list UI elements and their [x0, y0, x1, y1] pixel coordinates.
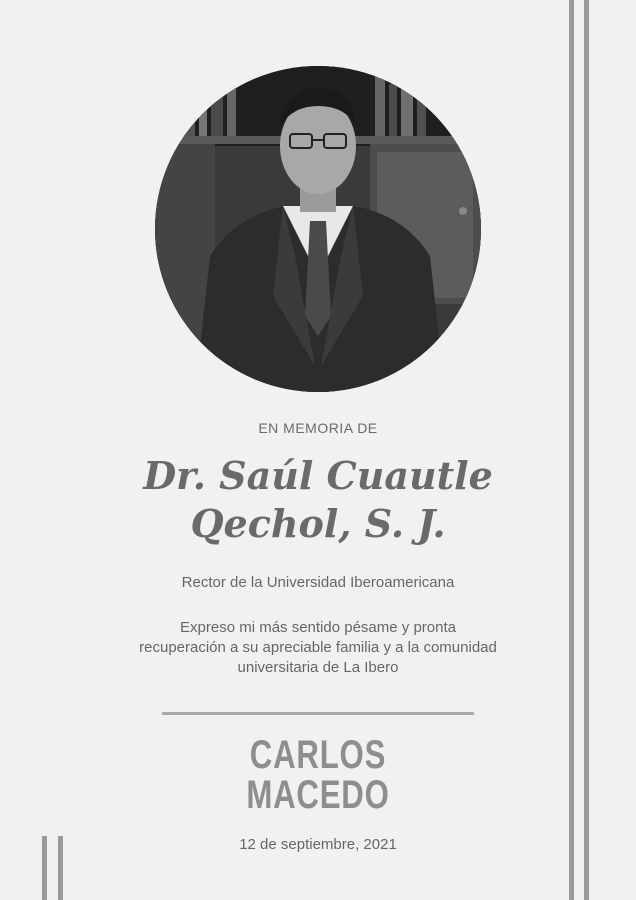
message-line-3: universitaria de La Ibero — [237, 659, 399, 676]
portrait-photo — [155, 66, 481, 392]
in-memory-of-label: EN MEMORIA DE — [258, 420, 378, 436]
decorative-bar-right-1 — [569, 0, 574, 900]
sender-name-line-1: CARLOS — [249, 733, 387, 777]
sender-name — [70, 735, 566, 815]
deceased-name-line-1: Dr. Saúl Cuautle — [143, 453, 493, 498]
condolence-message — [108, 618, 528, 678]
deceased-role: Rector de la Universidad Iberoamericana — [181, 574, 455, 591]
deceased-name-line-2: Qechol, S. J. — [190, 501, 446, 546]
portrait-photo-icon — [155, 66, 481, 392]
sender-name-line-2: MACEDO — [246, 773, 390, 817]
decorative-bar-right-2 — [584, 0, 589, 900]
deceased-name — [90, 452, 546, 548]
divider — [162, 712, 474, 715]
date-label: 12 de septiembre, 2021 — [239, 836, 397, 853]
message-line-2: recuperación a su apreciable familia y a la comunidad — [139, 639, 497, 656]
message-line-1: Expreso mi más sentido pésame y pronta — [180, 619, 456, 636]
